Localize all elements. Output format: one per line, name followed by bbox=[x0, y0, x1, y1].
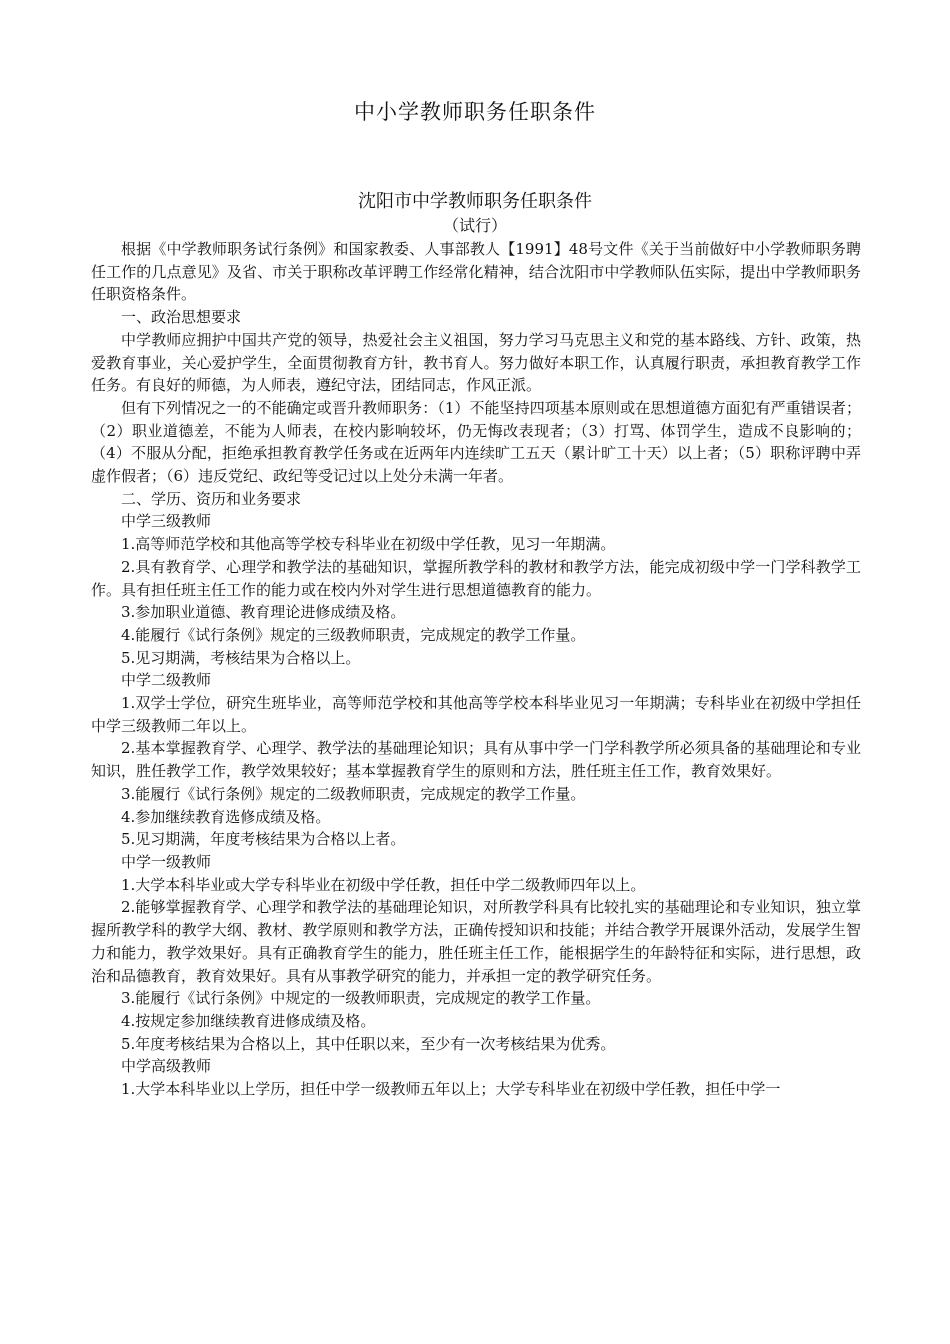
list-item: 5.年度考核结果为合格以上，其中任职以来，至少有一次考核结果为优秀。 bbox=[121, 1034, 616, 1053]
list-item: 1.大学本科毕业或大学专科毕业在初级中学任教，担任中学二级教师四年以上。 bbox=[121, 875, 646, 894]
list-item: 1.双学士学位，研究生班毕业，高等师范学校和其他高等学校本科毕业见习一年期满；专科毕业在初级中学担任中学三级教师二年以上。 bbox=[91, 694, 861, 735]
subsection-heading: 中学三级教师 bbox=[121, 512, 212, 531]
list-item: 1.大学本科毕业以上学历，担任中学一级教师五年以上；大学专科毕业在初级中学任教，担任中学一 bbox=[121, 1080, 781, 1099]
document-subtitle-note: （试行） bbox=[442, 216, 507, 235]
section-heading-political: 一、政治思想要求 bbox=[121, 308, 242, 327]
list-item: 3.参加职业道德、教育理论进修成绩及格。 bbox=[121, 603, 406, 622]
list-item: 4.按规定参加继续教育进修成绩及格。 bbox=[121, 1011, 376, 1030]
list-item: 3.能履行《试行条例》规定的二级教师职责，完成规定的教学工作量。 bbox=[121, 784, 586, 803]
list-item: 2.具有教育学、心理学和教学法的基础知识，掌握所教学科的教材和教学方法，能完成初级中学一门学科教学工作。具有担任班主任工作的能力或在校内外对学生进行思想道德教育的能力。 bbox=[91, 557, 861, 599]
list-item: 4.能履行《试行条例》规定的三级教师职责，完成规定的教学工作量。 bbox=[121, 625, 586, 644]
document-title: 中小学教师职务任职条件 bbox=[354, 100, 596, 124]
section-heading-qualifications: 二、学历、资历和业务要求 bbox=[121, 489, 302, 508]
list-item: 3.能履行《试行条例》中规定的一级教师职责，完成规定的教学工作量。 bbox=[121, 989, 601, 1008]
subsection-heading: 中学一级教师 bbox=[121, 852, 212, 871]
subsection-heading: 中学高级教师 bbox=[121, 1057, 212, 1076]
list-item: 2.基本掌握教育学、心理学、教学法的基础理论知识；具有从事中学一门学科教学所必须具备的基础理论和专业知识，胜任教学工作，教学效果较好；基本掌握教育学生的原则和方法，胜任班主任工作，教育效果好。 bbox=[91, 739, 861, 781]
list-item: 4.参加继续教育选修成绩及格。 bbox=[121, 807, 331, 826]
paragraph-intro: 根据《中学教师职务试行条例》和国家教委、人事部教人【1991】48号文件《关于当前做好中小学教师职务聘任工作的几点意见》及省、市关于职称改革评聘工作经常化精神，结合沈阳市中学教师队伍实际，提出中学教师职务任职资格条件。 bbox=[91, 240, 861, 304]
list-item: 2.能够掌握教育学、心理学和教学法的基础理论知识，对所教学科具有比较扎实的基础理论和专业知识，独立掌握所教学科的教学大纲、教材、教学原则和教学方法，正确传授知识和技能；并结合教学开展课外活动，发展学生智力和能力，教学效果好。具有正确教育学生的能力，胜任班主任工作，能根据学生的年龄特征和实际，进行思想，政治和品德教育，教育效果好。具有从事教学研究的能力，并承担一定的教学研究任务。 bbox=[91, 898, 861, 985]
list-item: 5.见习期满，年度考核结果为合格以上者。 bbox=[121, 830, 406, 849]
document-subtitle: 沈阳市中学教师职务任职条件 bbox=[358, 191, 592, 212]
subsection-heading: 中学二级教师 bbox=[121, 671, 212, 690]
list-item: 1.高等师范学校和其他高等学校专科毕业在初级中学任教，见习一年期满。 bbox=[121, 535, 616, 554]
document-body bbox=[91, 238, 861, 1101]
list-item: 5.见习期满，考核结果为合格以上。 bbox=[121, 648, 361, 667]
paragraph: 但有下列情况之一的不能确定或晋升教师职务：（1）不能坚持四项基本原则或在思想道德方面犯有严重错误者；（2）职业道德差，不能为人师表，在校内影响较坏，仍无悔改表现者；（3）打骂、体罚学生，造成不良影响的；（4）不服从分配，拒绝承担教育教学任务或在近两年内连续旷工五天（累计旷工十天）以上者；（5）职称评聘中弄虚作假者；（6）违反党纪、政纪等受记过以上处分未满一年者。 bbox=[91, 398, 861, 486]
paragraph: 中学教师应拥护中国共产党的领导，热爱社会主义祖国，努力学习马克思主义和党的基本路线、方针、政策，热爱教育事业，关心爱护学生，全面贯彻教育方针，教书育人。努力做好本职工作，认真履行职责，承担教育教学工作任务。有良好的师德，为人师表，遵纪守法，团结同志，作风正派。 bbox=[91, 330, 861, 395]
